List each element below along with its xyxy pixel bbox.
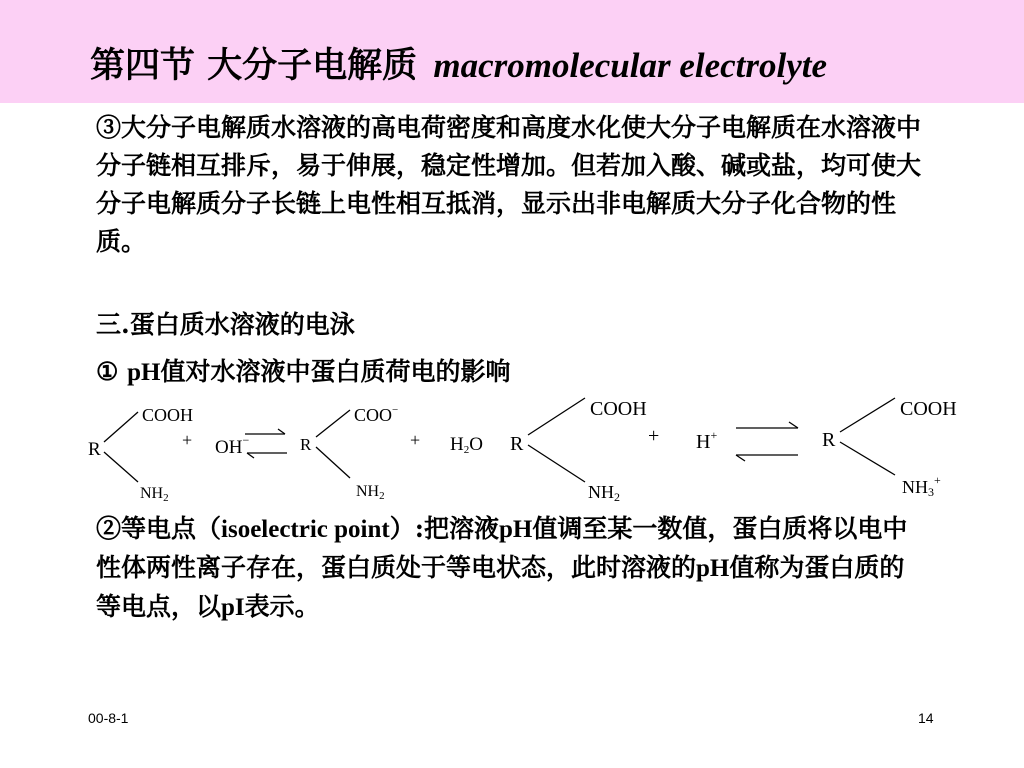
iso-t1: ②等电点（ — [96, 514, 222, 543]
eq-nh3-nh: NH — [902, 477, 928, 497]
paragraph-isoelectric-point — [96, 510, 926, 627]
molecule-anionic — [300, 404, 398, 502]
eq-coo-text: COO — [354, 405, 393, 425]
eq-coo — [354, 404, 398, 425]
eq-nh2-3-nh: NH — [588, 482, 614, 502]
eq-oh-charge: − — [242, 433, 250, 447]
eq-nh2-3 — [588, 482, 620, 504]
item-ph-prefix: ① — [96, 357, 128, 386]
equilibrium-arrows-1 — [245, 429, 287, 458]
footer-page-number: 14 — [918, 710, 934, 726]
molecule-cationic-left — [88, 405, 193, 504]
eq-h2o-h: H — [450, 434, 464, 455]
eq-h2o-sub: 2 — [463, 444, 470, 456]
eq-h2o — [450, 434, 483, 456]
eq-nh2-1-sub: 2 — [163, 492, 169, 504]
item-ph-label: pH — [127, 359, 161, 386]
eq-oh — [215, 433, 249, 458]
title-bar — [0, 0, 1024, 103]
eq-nh3-charge: + — [934, 473, 941, 487]
eq-plus-2: + — [410, 430, 421, 450]
molecule-cationic-middle — [510, 398, 647, 504]
eq-r-4: R — [822, 429, 836, 451]
eq-r-2: R — [300, 435, 312, 454]
eq-nh2-2-nh: NH — [356, 483, 380, 500]
eq-nh2-2 — [356, 483, 385, 502]
equilibrium-arrows-2 — [736, 422, 798, 461]
eq-nh2-1 — [140, 485, 169, 504]
eq-plus-1: + — [182, 430, 193, 450]
eq-h-ion-text: H — [696, 431, 711, 453]
iso-t7: 值称为蛋白质的等电点，以 — [96, 553, 905, 621]
iso-pi: pI — [221, 594, 245, 621]
eq-coo-charge: − — [392, 404, 399, 416]
item-ph-effect — [96, 352, 511, 388]
eq-cooh-3: COOH — [590, 398, 647, 420]
slide-title — [90, 38, 827, 88]
eq-r-1: R — [88, 439, 101, 460]
iso-t9: 表示。 — [244, 592, 320, 621]
eq-h-ion-charge: + — [710, 428, 718, 442]
eq-nh3 — [902, 473, 941, 499]
title-chinese: 第四节 大分子电解质 — [90, 45, 418, 86]
eq-nh2-3-sub: 2 — [614, 490, 620, 504]
eq-cooh-1: COOH — [142, 405, 194, 425]
eq-h2o-o: O — [469, 434, 483, 455]
eq-h-ion — [696, 428, 717, 453]
iso-ph-2: pH — [696, 555, 730, 582]
section-heading-electrophoresis: 三.蛋白质水溶液的电泳 — [96, 310, 355, 339]
eq-nh2-1-nh: NH — [140, 485, 164, 502]
iso-t3: ）:把溶液 — [389, 514, 499, 543]
eq-oh-text: OH — [215, 437, 243, 458]
iso-ph-1: pH — [498, 516, 533, 543]
eq-cooh-4: COOH — [900, 398, 957, 420]
acid-base-equation — [80, 390, 960, 508]
eq-nh2-2-sub: 2 — [379, 490, 385, 502]
eq-r-3: R — [510, 433, 524, 455]
item-ph-text: 值对水溶液中蛋白质荷电的影响 — [160, 357, 511, 386]
paragraph-charge-density: ③大分子电解质水溶液的高电荷密度和高度水化使大分子电解质在水溶液中分子链相互排斥，易于伸展，稳定性增加。但若加入酸、碱或盐，均可使大分子电解质分子长链上电性相互抵消，显示出非电解质大分子化合物的性质。 — [96, 113, 922, 256]
iso-t5: 值调至某一数值，蛋白质将以电中性体两性离子存在，蛋白质处于等电状态，此时溶液的 — [96, 514, 908, 582]
title-english: macromolecular electrolyte — [433, 46, 828, 85]
molecule-cationic-right — [822, 398, 957, 499]
iso-term: isoelectric point — [221, 516, 390, 543]
eq-plus-3: + — [648, 425, 660, 447]
eq-nh3-sub: 3 — [928, 485, 934, 499]
footer-date: 00-8-1 — [88, 710, 129, 726]
